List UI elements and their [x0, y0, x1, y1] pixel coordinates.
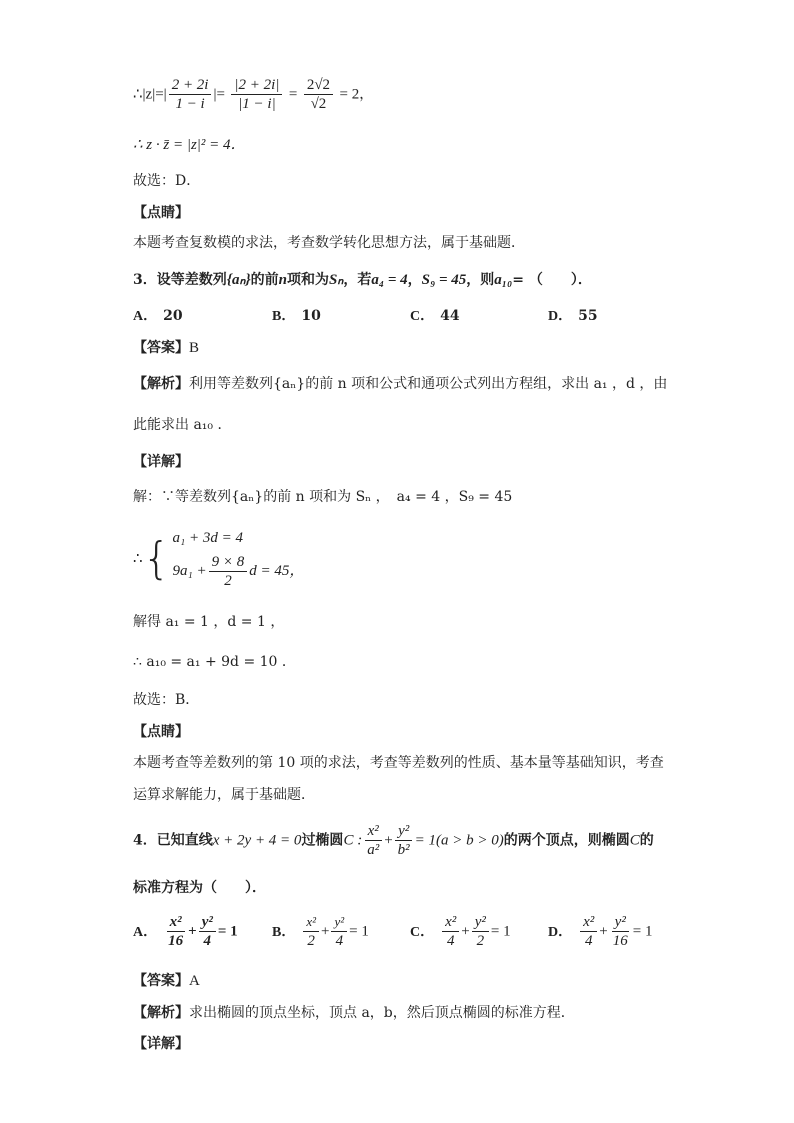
q2-conjugate-line: ∴ z · z̄ = |z|² = 4． — [133, 137, 246, 153]
q3-option-a: A． 20 — [133, 308, 183, 324]
q3-stem: 3．设等差数列{aₙ}的前n项和为Sₙ，若a₄ = 4，S₉ = 45，则a₁₀= （ ）． — [133, 272, 592, 288]
fraction: $\frac{\text{x²}}{2}$ — [303, 914, 319, 949]
fraction: $\frac{\text{y²}}{\text{b²}}$ — [395, 823, 413, 858]
left-brace: { — [142, 532, 171, 584]
q2-comment-tag: 【点睛】 — [133, 205, 189, 221]
q4-option-d: D． $\frac{\text{x²}}{4}$ + $\frac{\text{y²}}{16}$ = 1 — [548, 914, 653, 949]
q4-option-c: C． $\frac{\text{x²}}{4}$ + $\frac{\text{y²}}{2}$ = 1 — [410, 914, 511, 949]
q3-solve: 解得 a₁ = 1 ，d = 1 ， — [133, 614, 285, 630]
fraction: $\frac{\text{y²}}{16}$ — [612, 914, 628, 949]
fraction: $\frac{\text{x²}}{4}$ — [442, 914, 459, 949]
fraction: $\frac{\text{y²}}{4}$ — [331, 914, 347, 949]
fraction: $\frac{\text{x²}}{4}$ — [580, 914, 597, 949]
q3-a10-line: ∴ a₁₀ = a₁ + 9d = 10 ． — [133, 654, 296, 670]
q3-option-b: B． 10 — [272, 308, 321, 324]
q3-option-c: C． 44 — [410, 308, 460, 324]
q3-equation-system: ∴ { a₁ + 3d = 4 9a₁ + $\frac{9 \times 8}{2}$ d = 45， — [133, 530, 305, 589]
fraction: $\frac{|2 + 2i|}{|1 - i|}$ — [231, 77, 282, 112]
fraction: $\frac{\text{x²}}{16}$ — [168, 914, 184, 949]
q3-analysis-cont: 此能求出 a₁₀ ． — [133, 417, 232, 433]
q4-option-b: B． $\frac{\text{x²}}{2}$ + $\frac{\text{y²}}{4}$ = 1 — [272, 914, 369, 949]
q3-comment: 本题考查等差数列的第 10 项的求法，考查等差数列的性质、基本量等基础知识，考查 — [133, 755, 664, 771]
q3-option-d: D． 55 — [548, 308, 598, 324]
fraction: $\frac{\text{x²}}{\text{a²}}$ — [364, 823, 382, 858]
q2-choice: 故选：D． — [133, 173, 201, 189]
q3-choice: 故选：B． — [133, 692, 200, 708]
fraction: $\frac{\text{y²}}{4}$ — [199, 914, 216, 949]
q3-detail-tag: 【详解】 — [133, 454, 189, 470]
fraction: $\frac{2 + 2i}{1 - i}$ — [169, 77, 212, 112]
q4-option-a: A． $\frac{\text{x²}}{16}$ + $\frac{\text{y²}}{4}$ = 1 — [133, 914, 238, 949]
q4-detail-tag: 【详解】 — [133, 1036, 189, 1052]
q3-analysis: 【解析】利用等差数列{aₙ}的前 n 项和公式和通项公式列出方程组，求出 a₁ ，d ，由 — [133, 376, 668, 392]
q4-stem-cont: 标准方程为（ ）． — [133, 880, 266, 896]
q2-comment: 本题考查复数模的求法，考查数学转化思想方法，属于基础题． — [133, 235, 525, 251]
q3-answer: 【答案】B — [133, 340, 200, 356]
q4-analysis: 【解析】求出椭圆的顶点坐标，顶点 a，b，然后顶点椭圆的标准方程． — [133, 1005, 575, 1021]
q2-modulus-line: ∴|z|=| $\frac{2 + 2i}{1 - i}$ |= $\frac{|2 + 2i|}{|1 - i|}$ = $\frac{2√2}{√2}$ = 2， — [133, 77, 374, 112]
q3-comment-tag: 【点睛】 — [133, 724, 189, 740]
q3-detail-intro: 解：∵等差数列{aₙ}的前 n 项和为 Sₙ ， a₄ = 4 ，S₉ = 45 — [133, 489, 513, 505]
fraction: $\frac{2√2}{√2}$ — [304, 77, 333, 112]
fraction: $\frac{9 \times 8}{2}$ — [209, 554, 248, 589]
fraction: $\frac{\text{y²}}{2}$ — [472, 914, 489, 949]
q4-answer: 【答案】A — [133, 973, 200, 989]
q4-stem: 4．已知直线x + 2y + 4 = 0过椭圆C : $\frac{\text{x²}}{\text{a²}}$ + $\frac{\text{y²}}{\text{b²}}$ = 1(a > b > 0)的两个顶点，则椭圆C的 — [133, 823, 654, 858]
q3-comment-cont: 运算求解能力，属于基础题． — [133, 787, 315, 803]
